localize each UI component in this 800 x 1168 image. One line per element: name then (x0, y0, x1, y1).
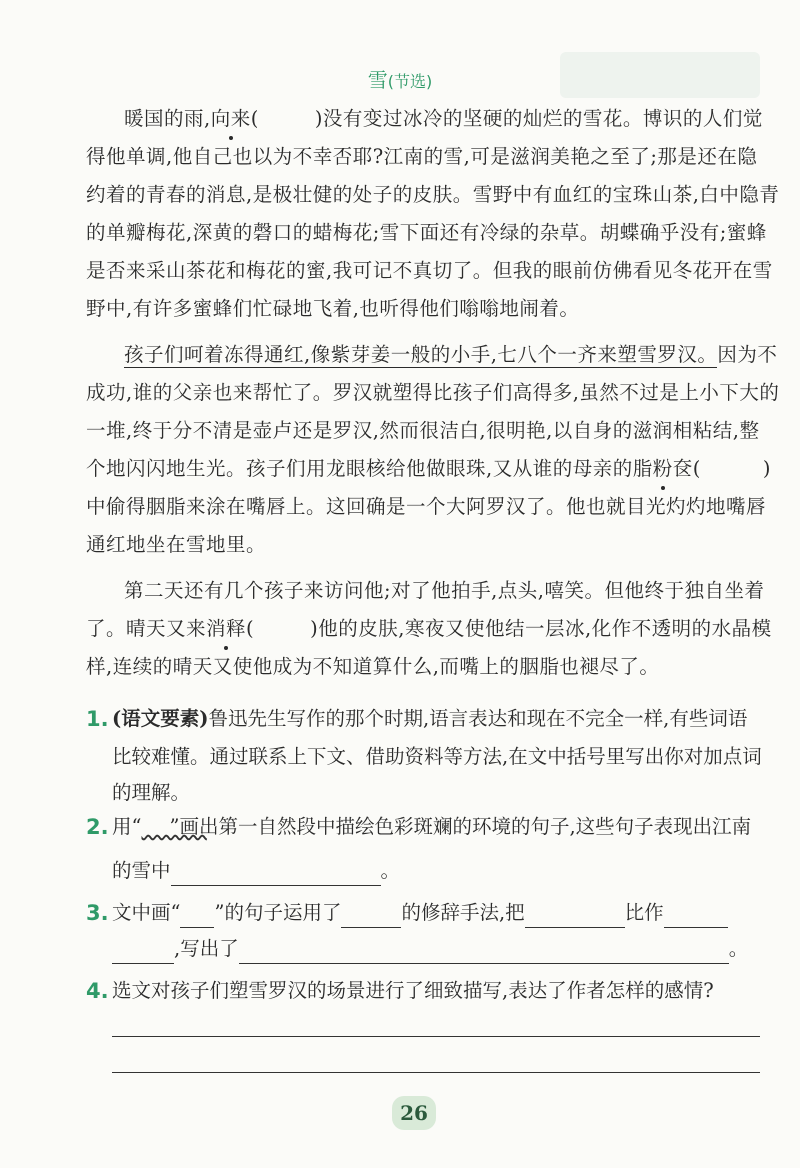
question-2-number: 2. (86, 815, 109, 839)
passage-p1-line5: 是否来采山茶花和梅花的蜜,我可记不真切了。但我的眼前仿佛看见冬花开在雪 (86, 259, 773, 282)
question-4-answer-line-2[interactable] (112, 1072, 760, 1073)
passage-p2-line5: 中偷得胭脂来涂在嘴唇上。这回确是一个大阿罗汉了。他也就目光灼灼地嘴唇 (86, 495, 767, 518)
page-title (0, 64, 800, 93)
question-3-fill-subject[interactable] (525, 905, 625, 928)
question-1-line2: 比较难懂。通过联系上下文、借助资料等方法,在文中括号里写出你对加点词 (112, 745, 762, 768)
page-number: 26 (392, 1096, 436, 1130)
passage-p1-line1: 暖国的雨,向来( )没有变过冰冷的坚硬的灿烂的雪花。博识的人们觉 (124, 104, 763, 134)
dotted-word-xiaoshi: 消释 (206, 614, 246, 644)
passage-p2-line1: 孩子们呵着冻得通红,像紫芽姜一般的小手,七八个一齐来塑雪罗汉。因为不 (124, 343, 778, 366)
question-1-line3: 的理解。 (112, 781, 191, 804)
title-sub: (节选) (387, 72, 433, 91)
passage-p2-line4: 个地闪闪地生光。孩子们用龙眼核给他做眼珠,又从谁的母亲的脂粉奁( ) (86, 454, 771, 484)
passage-p2-line3: 一堆,终于分不清是壶卢还是罗汉,然而很洁白,很明艳,以自身的滋润相粘结,整 (86, 419, 760, 442)
title-main: 雪 (367, 68, 388, 92)
question-3-line1: 文中画“ ”的句子运用了 的修辞手法,把 比作 (112, 898, 728, 928)
passage-p2-line2: 成功,谁的父亲也来帮忙了。罗汉就塑得比孩子们高得多,虽然不过是上小下大的 (86, 381, 780, 404)
straight-line-symbol (180, 905, 214, 928)
question-3-fill-object-b[interactable] (112, 941, 174, 964)
question-4-answer-line-1[interactable] (112, 1036, 760, 1037)
question-3-number: 3. (86, 901, 109, 925)
question-3-fill-object-a[interactable] (664, 905, 728, 928)
question-1-line1: (语文要素)鲁迅先生写作的那个时期,语言表达和现在不完全一样,有些词语 (112, 707, 748, 730)
question-2-line1: 用“ ”画出第一自然段中描绘色彩斑斓的环境的句子,这些句子表现出江南 (112, 812, 751, 842)
question-4-line1: 选文对孩子们塑雪罗汉的场景进行了细致描写,表达了作者怎样的感情? (112, 979, 714, 1002)
question-3-fill-rhetoric[interactable] (341, 905, 401, 928)
passage-p1-line4: 的单瓣梅花,深黄的磬口的蜡梅花;雪下面还有冷绿的杂草。胡蝶确乎没有;蜜蜂 (86, 221, 767, 244)
passage-p3-line2: 了。晴天又来消释( )他的皮肤,寒夜又使他结一层冰,化作不透明的水晶模 (86, 614, 772, 644)
dotted-word-xianglai: 向来 (211, 104, 251, 134)
passage-p3-line1: 第二天还有几个孩子来访问他;对了他拍手,点头,嘻笑。但他终于独自坐着 (124, 579, 765, 602)
passage-p1-line6: 野中,有许多蜜蜂们忙碌地飞着,也听得他们嗡嗡地闹着。 (86, 297, 580, 320)
dotted-word-zhifenlian: 脂粉奁 (633, 454, 693, 484)
question-3-line2: ,写出了 。 (112, 934, 748, 964)
passage-p1-line2: 得他单调,他自己也以为不幸否耶?江南的雪,可是滋润美艳之至了;那是还在隐 (86, 145, 758, 168)
question-2-fill[interactable] (171, 863, 381, 886)
question-2-line2: 的雪中 。 (112, 856, 400, 886)
underlined-sentence: 孩子们呵着冻得通红,像紫芽姜一般的小手,七八个一齐来塑雪罗汉。 (124, 343, 718, 366)
passage-p3-line3: 样,连续的晴天又使他成为不知道算什么,而嘴上的胭脂也褪尽了。 (86, 655, 660, 678)
passage-p2-line6: 通红地坐在雪地里。 (86, 533, 267, 556)
passage-p1-line3: 约着的青春的消息,是极壮健的处子的皮肤。雪野中有血红的宝珠山茶,白中隐青 (86, 183, 780, 206)
question-1-number: 1. (86, 707, 109, 731)
question-4-number: 4. (86, 979, 109, 1003)
question-3-fill-effect[interactable] (239, 941, 729, 964)
wavy-line-symbol (141, 812, 169, 842)
